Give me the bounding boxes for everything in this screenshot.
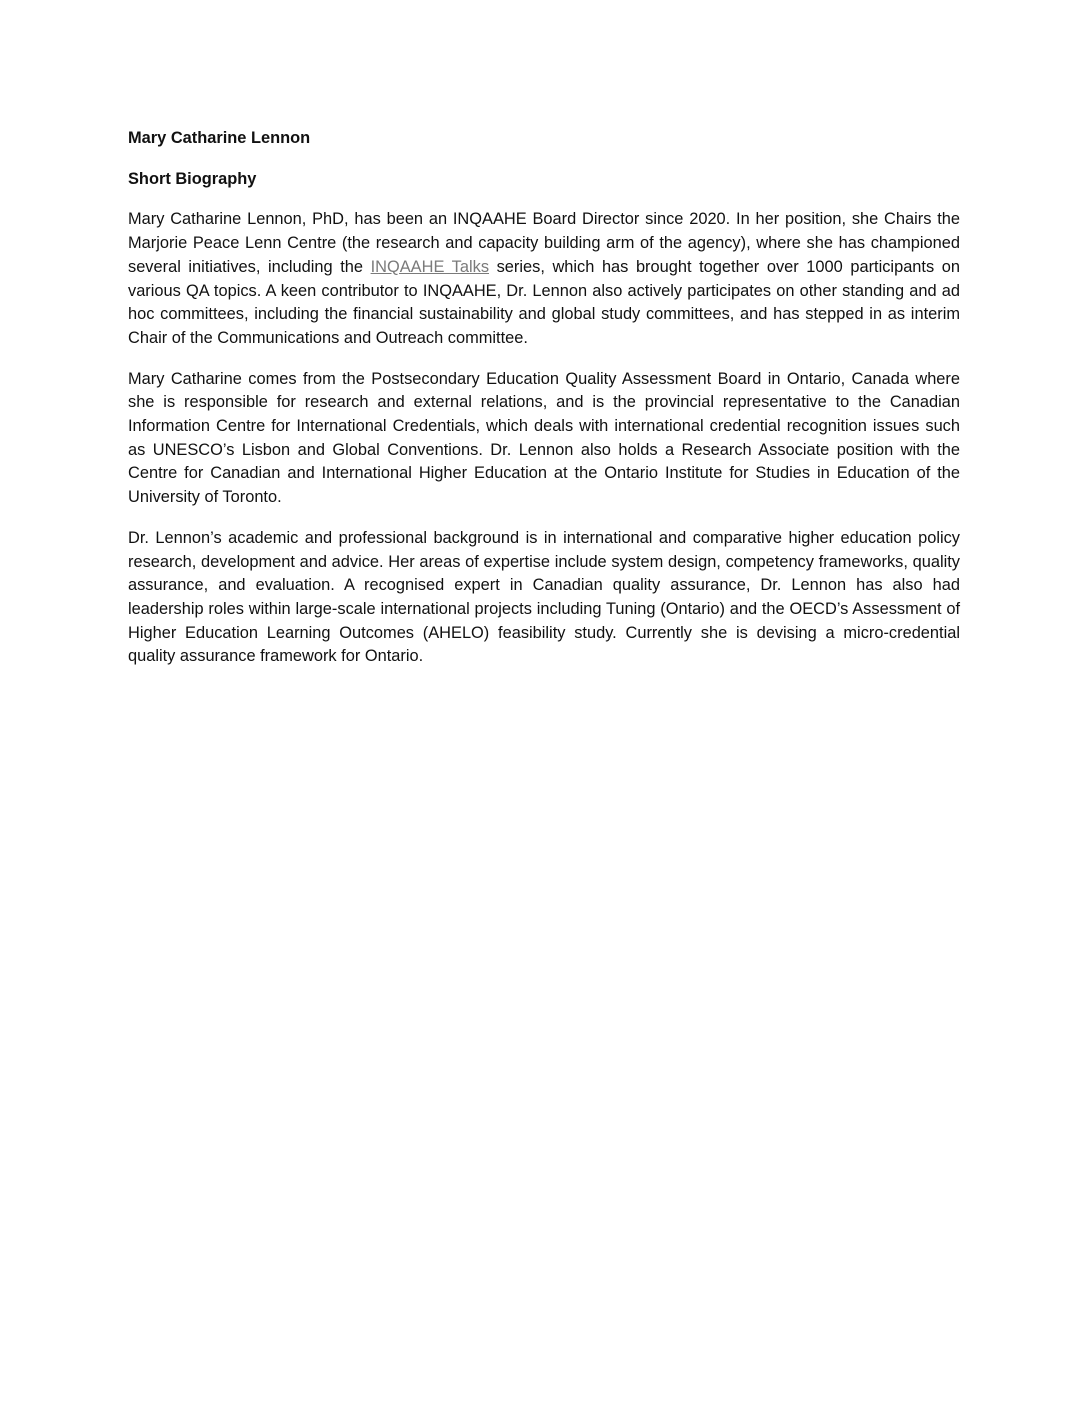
biography-paragraph-2: Mary Catharine comes from the Postsecondary Education Quality Assessment Board in Ontario, Canada where she is responsible for research and external relations, and is the provincial representative to the Canadian Information Centre for International Credentials, which deals with international credential recognition issues such as UNESCO’s Lisbon and Global Conventions. Dr. Lennon also holds a Research Associate position with the Centre for Canadian and International Higher Education at the Ontario Institute for Studies in Education of the University of Toronto. (128, 369, 960, 507)
paragraph-1-text-before-link: Mary Catharine Lennon, PhD, has been an INQAAHE Board Director since 2020. In her position, she Chairs the Marjorie Peace Lenn Centre (the research and capacity building arm of the agency), where she has championed several initiatives, including the (128, 210, 960, 276)
biography-paragraph-1 (128, 208, 960, 350)
section-heading: Short Biography (128, 169, 257, 188)
person-name: Mary Catharine Lennon (128, 129, 311, 147)
biography-paragraph-3: Dr. Lennon’s academic and professional background is in international and comparative higher education policy research, development and advice. Her areas of expertise include system design, competency frameworks, quality assurance, and evaluation. A recognised expert in Canadian quality assurance, Dr. Lennon has also had leadership roles within large-scale international projects including Tuning (Ontario) and the OECD’s Assessment of Higher Education Learning Outcomes (AHELO) feasibility study. Currently she is devising a micro-credential quality assurance framework for Ontario. (128, 528, 960, 666)
inqaahe-talks-link[interactable]: INQAAHE Talks (370, 257, 490, 276)
paragraph-1-text-after-link: series, which has brought together over 1000 participants on various QA topics. A keen contributor to INQAAHE, Dr. Lennon also actively participates on other standing and ad hoc committees, including the financial sustainability and global study committees, and has stepped in as interim Chair of the Communications and Outreach committee. (128, 257, 960, 347)
biography-content (128, 127, 960, 686)
